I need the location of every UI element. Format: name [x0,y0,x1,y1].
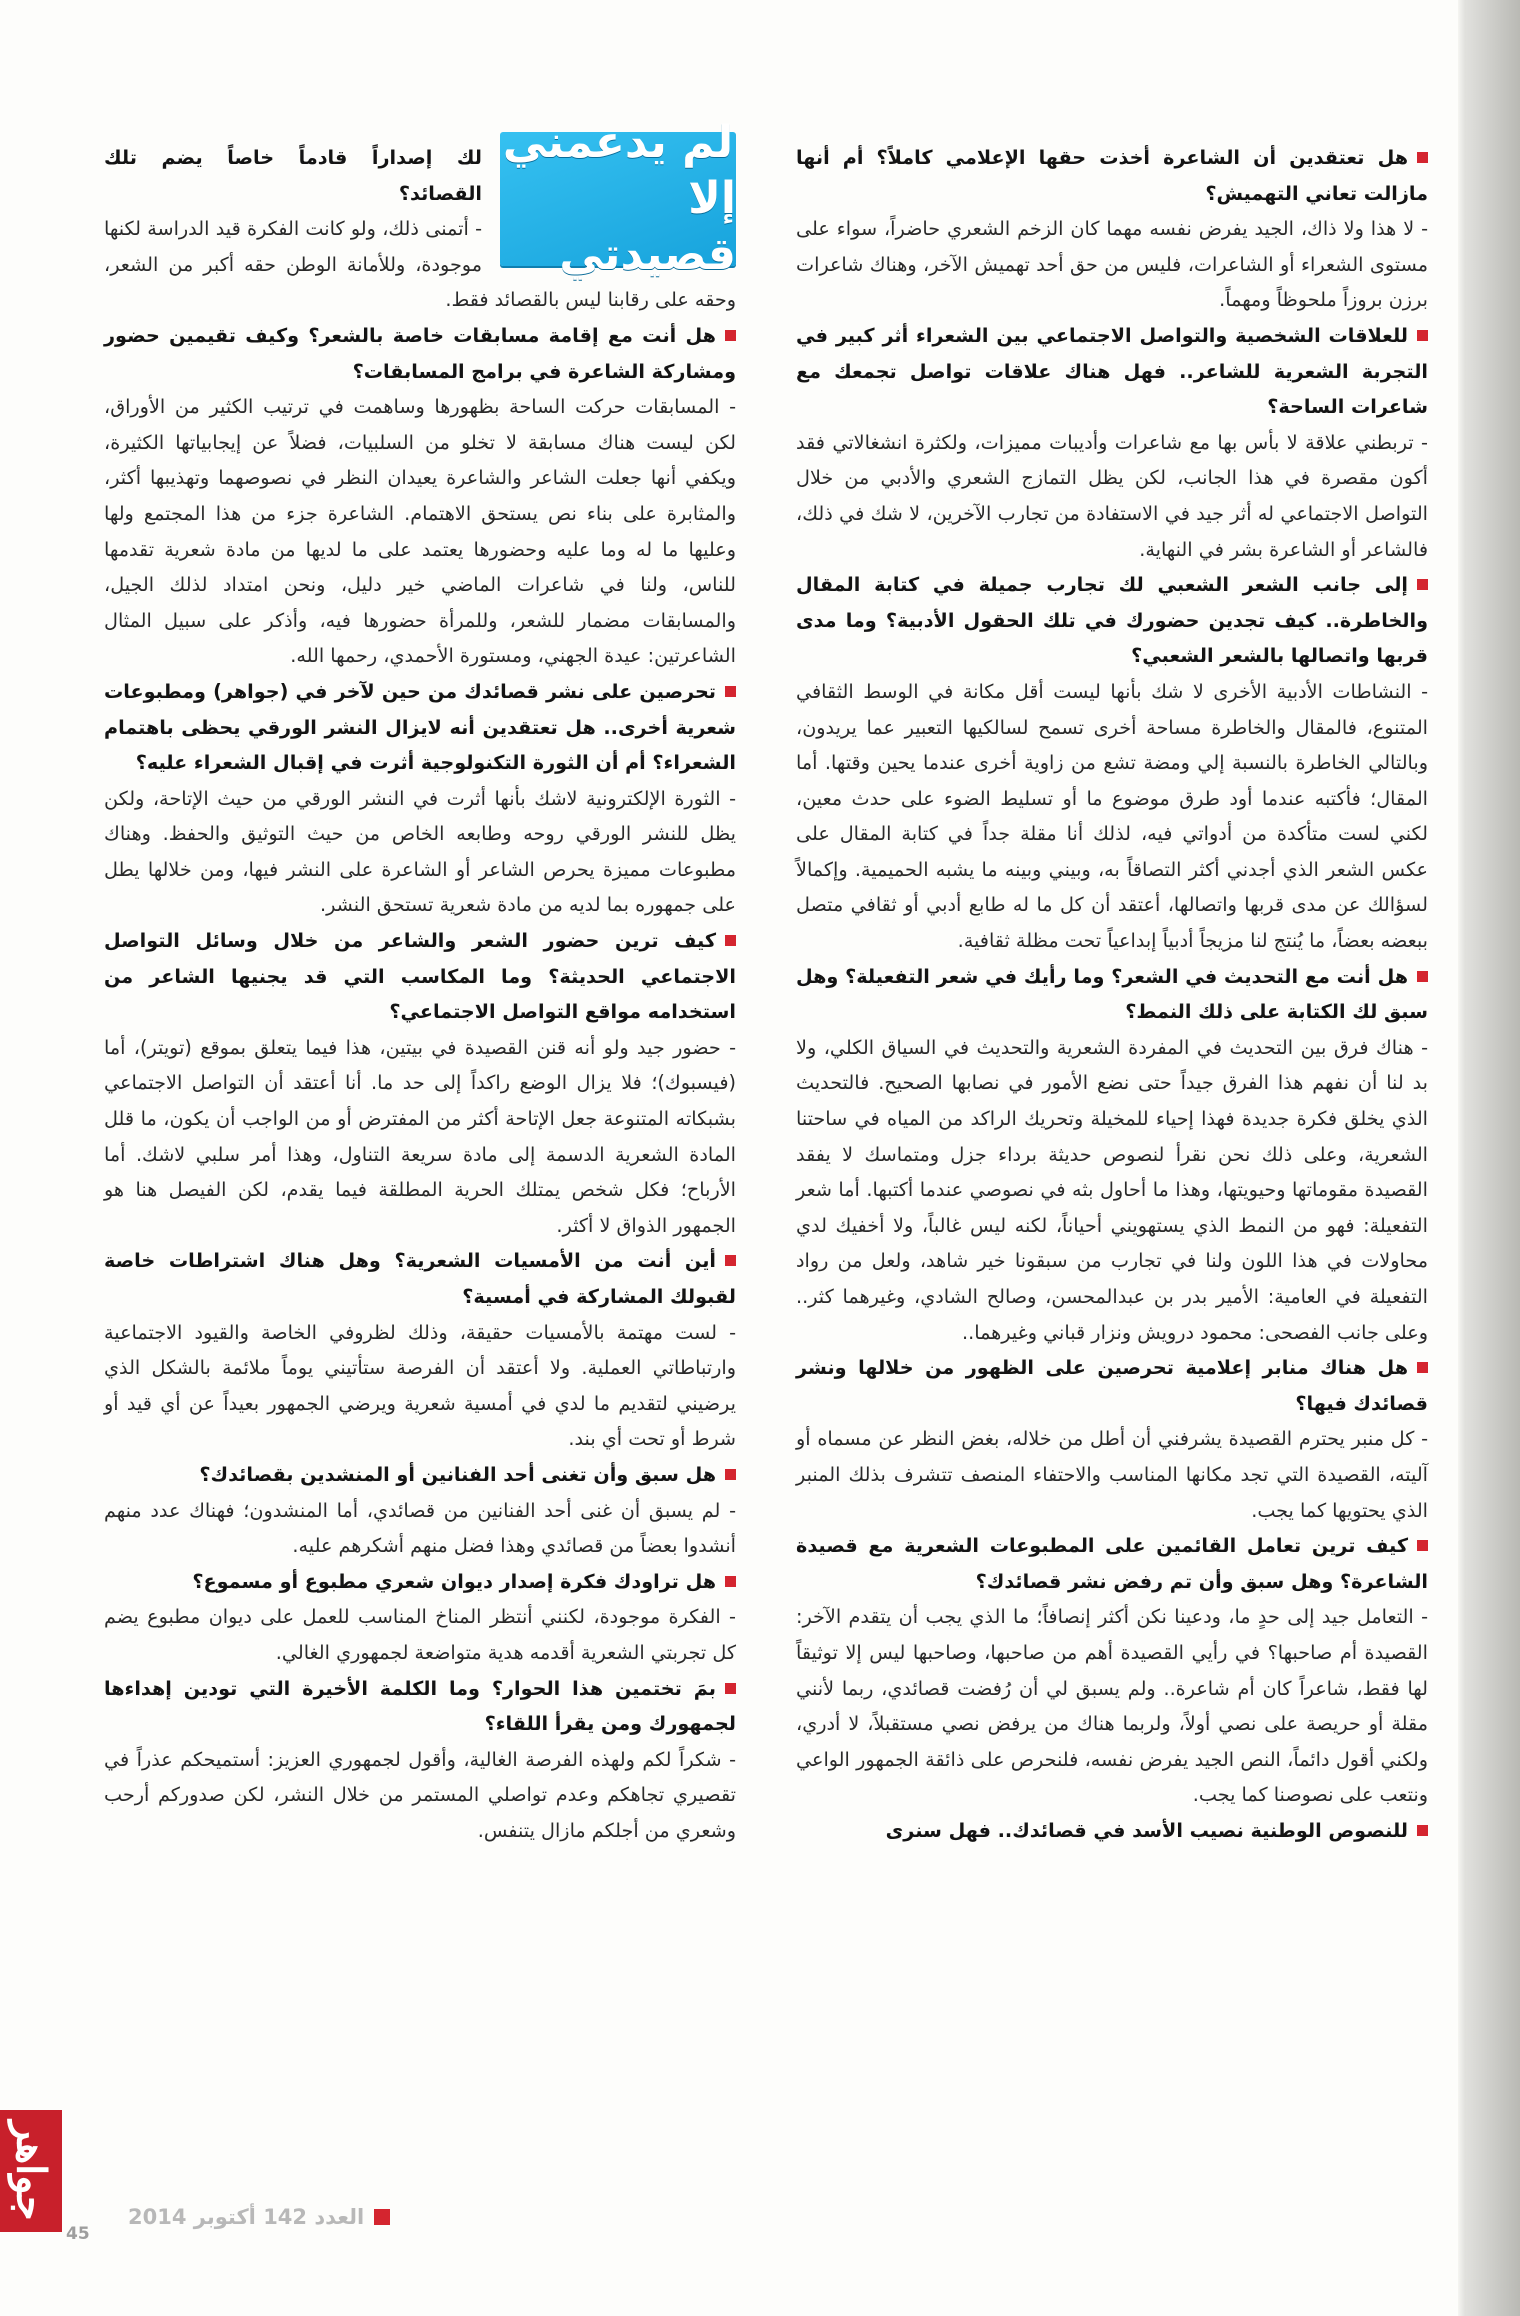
question-paragraph: أين أنت من الأمسيات الشعرية؟ وهل هناك اشتراطات خاصة لقبولك المشاركة في أمسية؟ [104,1243,736,1314]
article-title-line-1: لم يدعمني [502,117,734,168]
question-paragraph: إلى جانب الشعر الشعبي لك تجارب جميلة في كتابة المقال والخاطرة.. كيف تجدين حضورك في تلك الحقول الأدبية؟ وما مدى قربها واتصالها بالشعر الشعبي؟ [796,567,1428,674]
answer-paragraph: - شكراً لكم ولهذه الفرصة الغالية، وأقول لجمهوري العزيز: أستميحكم عذراً في تقصيري تجاهكم وعدم تواصلي المستمر من خلال النشر، لكن صدوركم أرحب وشعري من أجلكم مازال يتنفس. [104,1747,736,1842]
answer-paragraph: - حضور جيد ولو أنه قنن القصيدة في بيتين، هذا فيما يتعلق بموقع (تويتر)، أما (فيسبوك)؛ فلا يزال الوضع راكداً إلى حد ما. أنا أعتقد أن التواصل الاجتماعي بشبكاته المتنوعة جعل الإتاحة أكثر من المفترض أو من الواجب أن يكون، ما قلل المادة الشعرية الدسمة إلى مادة سريعة التناول، وهذا أمر سلبي لاشك. أما الأرباح؛ فكل شخص يمتلك الحرية المطلقة فيما يقدم، لكن الفيصل هنا هو الجمهور الذواق لا أكثر. [104,1035,736,1237]
question-paragraph: هل هناك منابر إعلامية تحرصين على الظهور من خلالها ونشر قصائدك فيها؟ [796,1350,1428,1421]
article-title-line-2: إلا قصيدتي [559,173,736,280]
page-number: 45 [66,2224,90,2244]
footer-red-square [374,2209,390,2225]
answer-paragraph: - الثورة الإلكترونية لاشك بأنها أثرت في النشر الورقي من حيث الإتاحة، ولكن يظل للنشر الورقي روحه وطابعه الخاص من حيث التوثيق والحفظ. وهناك مطبوعات مميزة يحرص الشاعر أو الشاعرة على النشر فيها، ومن خلالها يطل على جمهوره بما لديه من مادة شعرية تستحق النشر. [104,786,736,917]
magazine-logo [0,2110,62,2232]
article-column-left [104,117,736,1849]
question-continuation: لك إصداراً قادماً خاصاً يضم تلك القصائد؟ [104,146,482,205]
answer-paragraph: - كل منبر يحترم القصيدة يشرفني أن أطل من خلاله، بغض النظر عن مسماه أو آليته، القصيدة التي تجد مكانها المناسب والاحتفاء المنصف تتشرف بذلك المنبر الذي يحتويها كما يجب. [796,1427,1428,1522]
article-column-left-body [104,140,736,1849]
question-paragraph: كيف ترين حضور الشعر والشاعر من خلال وسائل التواصل الاجتماعي الحديثة؟ وما المكاسب التي قد يجنيها الشاعر من استخدامه مواقع التواصل الاجتماعي؟ [104,923,736,1030]
magazine-logo-text: جواهر [7,2121,55,2221]
answer-paragraph: - المسابقات حركت الساحة بظهورها وساهمت في ترتيب الكثير من الأوراق، لكن ليست هناك مسابقة لا تخلو من السلبيات، فضلاً عن إيجابياتها الكثيرة، ويكفي أنها جعلت الشاعر والشاعرة يعيدان النظر في نصوصهما وتهذيبها أكثر، والمثابرة على بناء نص يستحق الاهتمام. الشاعرة جزء من هذا المجتمع ولها وعليها ما له وما عليه وحضورها يعتمد على ما لديها من مادة شعرية تقدمها للناس، ولنا في شاعرات الماضي خير دليل، ونحن امتداد لذلك الجيل، والمسابقات مضمار للشعر، وللمرأة حضورها فيه، وأذكر على سبيل المثال الشاعرتين: عيدة الجهني، ومستورة الأحمدي، رحمها الله. [104,395,736,668]
question-paragraph: كيف ترين تعامل القائمين على المطبوعات الشعرية مع قصيدة الشاعرة؟ وهل سبق وأن تم رفض نشر قصائدك؟ [796,1528,1428,1599]
answer-paragraph: - التعامل جيد إلى حدٍ ما، ودعينا نكن أكثر إنصافاً؛ ما الذي يجب أن يتقدم الآخر: القصيدة أم صاحبها؟ في رأيي القصيدة أهم من صاحبها، وصاحبها ليس إلا توثيقاً لها فقط، شاعراً كان أم شاعرة.. ولم يسبق لي أن رُفضت قصائدي، ربما لأنني مقلة أو حريصة على نصي أولاً، ولربما هناك من يرفض نصي مستقبلاً، لا أدري، ولكني أقول دائماً، النص الجيد يفرض نفسه، فلنحرص على ذائقة الجمهور الواعي ونتعب على نصوصنا كما يجب. [796,1605,1428,1807]
footer-issue-text: العدد 142 أكتوبر 2014 [128,2205,365,2229]
answer-paragraph: - النشاطات الأدبية الأخرى لا شك بأنها ليست أقل مكانة في الوسط الثقافي المتنوع، فالمقال والخاطرة مساحة أخرى تسمح لسالكيها التعبير عما يريدون، وبالتالي الخاطرة بالنسبة إلي ومضة تشع من زاوية أخرى عندما يحين وقتها. أما المقال؛ فأكتبه عندما أود طرق موضوع ما أو تسليط الضوء على حدث معين، لكني لست متأكدة من أدواتي فيه، لذلك أنا مقلة جداً في كتابة المقال على عكس الشعر الذي أجدني أكثر التصاقاً به، وبيني وبينه ما يشبه الحميمية. وإكمالاً لسؤالك عن مدى قربها واتصالها، أعتقد أن كل ما له طابع أدبي أو ثقافي متصل ببعضه بعضاً، ما يُنتج لنا مزيجاً أدبياً إبداعياً تحت مظلة ثقافية. [796,679,1428,953]
answer-paragraph: - لا هذا ولا ذاك، الجيد يفرض نفسه مهما كان الزخم الشعري حاضراً، سواء على مستوى الشعراء أو الشاعرات، فليس من حق أحد تهميش الآخر، وهناك شاعرات برزن بروزاً ملحوظاً ومهماً. [796,217,1428,312]
answer-paragraph: - لم يسبق أن غنى أحد الفنانين من قصائدي، أما المنشدون؛ فهناك عدد منهم أنشدوا بعضاً من قصائدي وهذا فضل منهم أشكرهم عليه. [104,1498,736,1558]
article-column-right [796,140,1428,1849]
question-paragraph: بمَ تختمين هذا الحوار؟ وما الكلمة الأخيرة التي تودين إهداءها لجمهورك ومن يقرأ اللقاء؟ [104,1671,736,1742]
question-paragraph: هل سبق وأن تغنى أحد الفنانين أو المنشدين بقصائدك؟ [104,1457,736,1493]
question-paragraph: للنصوص الوطنية نصيب الأسد في قصائدك.. فهل سنرى [796,1813,1428,1849]
answer-paragraph: - لست مهتمة بالأمسيات حقيقة، وذلك لظروفي الخاصة والقيود الاجتماعية وارتباطاتي العملية. ولا أعتقد أن الفرصة ستأتيني يوماً ملائمة بالشكل الذي يرضيني لتقديم ما لدي في أمسية شعرية ويرضي الجمهور بعيداً عن أي قيد أو شرط أو تحت أي بند. [104,1320,736,1451]
question-paragraph: هل تراودك فكرة إصدار ديوان شعري مطبوع أو مسموع؟ [104,1564,736,1600]
question-paragraph: هل أنت مع إقامة مسابقات خاصة بالشعر؟ وكيف تقيمين حضور ومشاركة الشاعرة في برامج المسابقات؟ [104,318,736,389]
footer [128,2205,390,2229]
question-paragraph: هل أنت مع التحديث في الشعر؟ وما رأيك في شعر التفعيلة؟ وهل سبق لك الكتابة على ذلك النمط؟ [796,959,1428,1030]
answer-paragraph: - أتمنى ذلك، ولو كانت الفكرة قيد الدراسة لكنها موجودة، وللأمانة الوطن حقه أكبر من الشعر، وحقه على رقابنا ليس بالقصائد فقط. [104,217,736,312]
answer-paragraph: - تربطني علاقة لا بأس بها مع شاعرات وأديبات مميزات، ولكثرة انشغالاتي فقد أكون مقصرة في هذا الجانب، لكن يظل التمازج الشعري والأدبي من خلال التواصل الاجتماعي له أثر جيد في الاستفادة من تجارب الآخرين، لا شك في ذلك، فالشاعر أو الشاعرة بشر في النهاية. [796,430,1428,561]
question-paragraph: للعلاقات الشخصية والتواصل الاجتماعي بين الشعراء أثر كبير في التجربة الشعرية للشاعر.. فهل هناك علاقات تواصل تجمعك مع شاعرات الساحة؟ [796,318,1428,425]
question-paragraph: تحرصين على نشر قصائدك من حين لآخر في (جواهر) ومطبوعات شعرية أخرى.. هل تعتقدين أنه لايزال النشر الورقي يحظى باهتمام الشعراء؟ أم أن الثورة التكنولوجية أثرت في إقبال الشعراء عليه؟ [104,674,736,781]
question-paragraph: هل تعتقدين أن الشاعرة أخذت حقها الإعلامي كاملاً؟ أم أنها مازالت تعاني التهميش؟ [796,140,1428,211]
page-edge-shadow [1458,0,1520,2316]
answer-paragraph: - هناك فرق بين التحديث في المفردة الشعرية والتحديث في السياق الكلي، ولا بد لنا أن نفهم هذا الفرق جيداً حتى نضع الأمور في نصابها الصحيح. فالتحديث الذي يخلق فكرة جديدة فهذا إحياء للمخيلة وتحريك الراكد من المياه في ساحتنا الشعرية، وعلى ذلك نحن نقرأ لنصوص حديثة برداء جزل ومتماسك لا يفقد القصيدة مقوماتها وحيويتها، وهذا ما أحاول بثه في نصوصي عندما أكتبها. أما شعر التفعيلة: فهو من النمط الذي يستهويني أحياناً، لكنه ليس غالباً، ولا أخفيك لدي محاولات في هذا اللون ولنا في تجارب من سبقونا خير شاهد، ولعل من رواد التفعيلة في العامية: الأمير بدر بن عبدالمحسن، وصالح الشادي، وغيرهما كثر.. وعلى جانب الفصحى: محمود درويش ونزار قباني وغيرهما.. [796,1035,1428,1344]
answer-paragraph: - الفكرة موجودة، لكنني أنتظر المناخ المناسب للعمل على ديوان مطبوع يضم كل تجربتي الشعرية أقدمه هدية متواضعة لجمهوري الغالي. [104,1605,736,1664]
article-title-box [500,117,736,280]
